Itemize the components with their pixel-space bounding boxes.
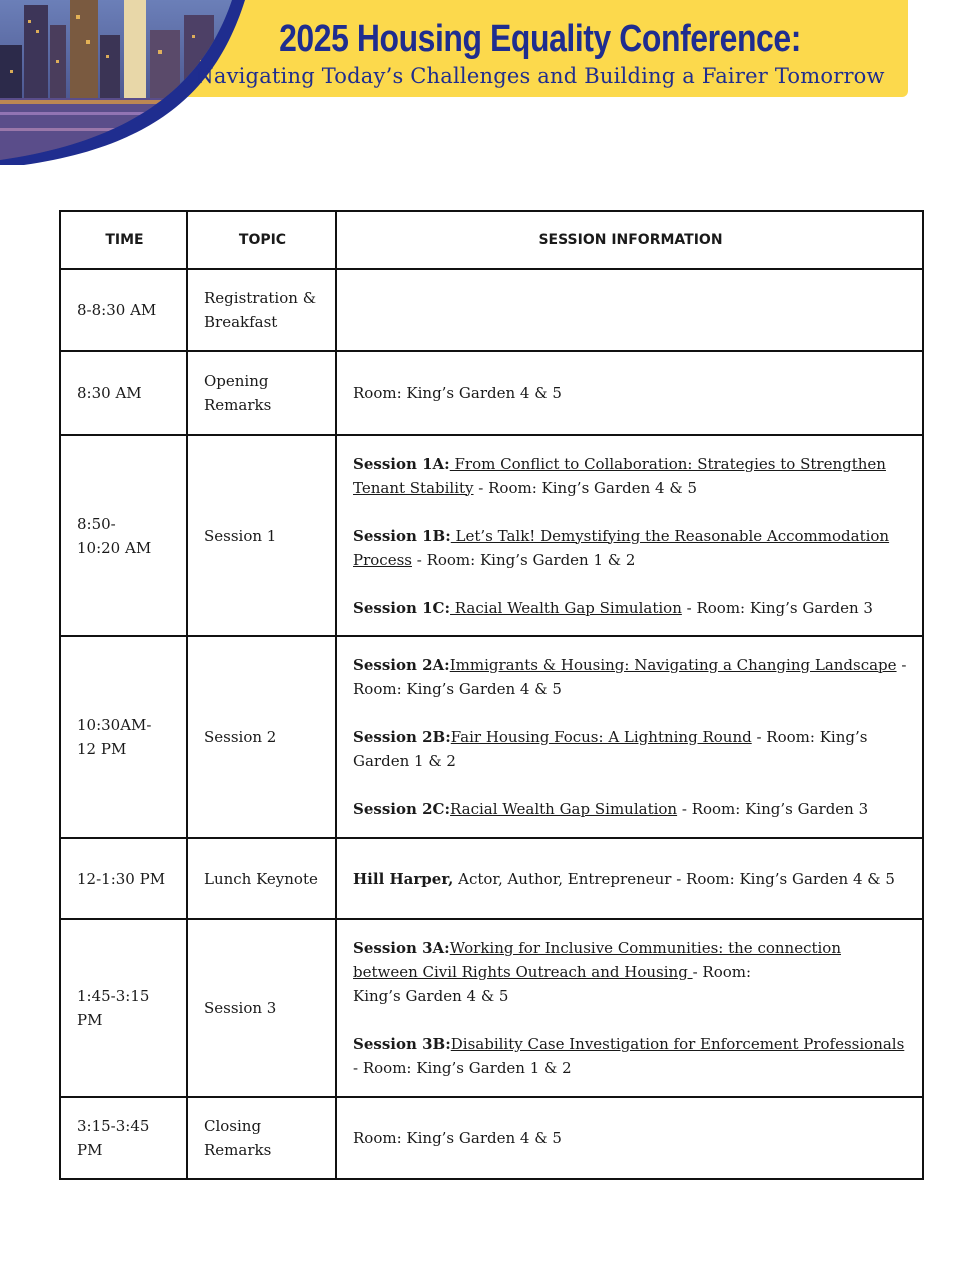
session-info-cell xyxy=(336,269,923,351)
session-room: - Room: King’s Garden 1 & 2 xyxy=(353,1059,572,1077)
session-room: - Room: King’s Garden 4 & 5 xyxy=(353,963,752,1005)
session-entry xyxy=(353,524,908,572)
schedule-table xyxy=(59,210,924,1180)
session-title-link[interactable]: Disability Case Investigation for Enforcement Professionals xyxy=(450,1035,905,1053)
session-entry xyxy=(353,725,908,773)
session-label: Session 1C: xyxy=(353,598,451,617)
topic-cell: Lunch Keynote xyxy=(187,838,336,919)
session-info-cell xyxy=(336,1097,923,1179)
table-row xyxy=(60,919,923,1097)
session-label: Session 1A: xyxy=(353,454,450,473)
time-cell: 8-8:30 AM xyxy=(60,269,187,351)
session-label: Session 2C: xyxy=(353,800,451,818)
session-title-link[interactable]: Racial Wealth Gap Simulation xyxy=(450,800,678,818)
session-room: - Room: King’s Garden 4 & 5 xyxy=(473,478,698,497)
topic-cell: Closing Remarks xyxy=(187,1097,336,1179)
topic-cell: Registration & Breakfast xyxy=(187,269,336,351)
session-room: - Room: King’s Garden 1 & 2 xyxy=(353,728,868,770)
session-entry xyxy=(353,797,908,821)
topic-cell: Session 3 xyxy=(187,919,336,1097)
session-entry xyxy=(353,653,908,701)
session-title-link[interactable]: Fair Housing Focus: A Lightning Round xyxy=(450,728,752,746)
time-cell: 8:30 AM xyxy=(60,351,187,435)
session-title-link[interactable]: Let’s Talk! Demystifying the Reasonable Accommodation Process xyxy=(353,526,890,569)
session-title-link[interactable]: Racial Wealth Gap Simulation xyxy=(450,598,682,617)
topic-cell: Session 1 xyxy=(187,435,336,636)
table-row xyxy=(60,269,923,351)
table-row xyxy=(60,838,923,919)
table-row xyxy=(60,351,923,435)
session-title-link[interactable]: Immigrants & Housing: Navigating a Changing Landscape xyxy=(449,656,897,674)
session-entry xyxy=(353,452,908,500)
column-header-time: TIME xyxy=(60,211,187,269)
session-room: - Room: King’s Garden 3 xyxy=(677,800,869,818)
session-info-cell xyxy=(336,636,923,838)
time-cell: 12-1:30 PM xyxy=(60,838,187,919)
session-label: Session 2A: xyxy=(353,656,450,674)
session-label: Session 2B: xyxy=(353,728,451,746)
column-header-topic: TOPIC xyxy=(187,211,336,269)
schedule-body xyxy=(60,269,923,1179)
session-entry xyxy=(353,936,908,1008)
session-room: - Room: King’s Garden 1 & 2 xyxy=(411,550,636,569)
time-cell: 1:45-3:15 PM xyxy=(60,919,187,1097)
session-info-cell xyxy=(336,351,923,435)
page-subtitle: Navigating Today’s Challenges and Building a Fairer Tomorrow xyxy=(195,64,885,88)
session-entry xyxy=(353,1032,908,1080)
table-row xyxy=(60,1097,923,1179)
keynote-entry xyxy=(353,867,908,891)
session-label: Session 1B: xyxy=(353,526,451,545)
session-entry xyxy=(353,596,908,620)
session-title-link[interactable]: Working for Inclusive Communities: the connection between Civil Rights Outreach and Housing xyxy=(353,939,841,981)
session-info-cell xyxy=(336,435,923,636)
page-title: 2025 Housing Equality Conference: xyxy=(279,18,801,60)
room-info: Room: King’s Garden 4 & 5 xyxy=(353,1129,562,1147)
session-label: Session 3A: xyxy=(353,939,450,957)
keynote-details: Actor, Author, Entrepreneur - Room: King’s Garden 4 & 5 xyxy=(453,869,895,888)
session-info-cell xyxy=(336,919,923,1097)
time-cell: 10:30AM- 12 PM xyxy=(60,636,187,838)
room-info: Room: King’s Garden 4 & 5 xyxy=(353,384,562,402)
session-room: - Room: King’s Garden 4 & 5 xyxy=(353,656,907,698)
table-row xyxy=(60,435,923,636)
table-row xyxy=(60,636,923,838)
column-header-session-information: SESSION INFORMATION xyxy=(336,211,923,269)
session-room: - Room: King’s Garden 3 xyxy=(681,598,873,617)
table-header-row xyxy=(60,211,923,269)
topic-cell: Opening Remarks xyxy=(187,351,336,435)
session-title-link[interactable]: From Conflict to Collaboration: Strategies to Strengthen Tenant Stability xyxy=(353,454,886,497)
time-cell: 8:50- 10:20 AM xyxy=(60,435,187,636)
session-info-cell xyxy=(336,838,923,919)
session-label: Session 3B: xyxy=(353,1035,451,1053)
time-cell: 3:15-3:45 PM xyxy=(60,1097,187,1179)
topic-cell: Session 2 xyxy=(187,636,336,838)
keynote-speaker: Hill Harper, xyxy=(353,869,454,888)
